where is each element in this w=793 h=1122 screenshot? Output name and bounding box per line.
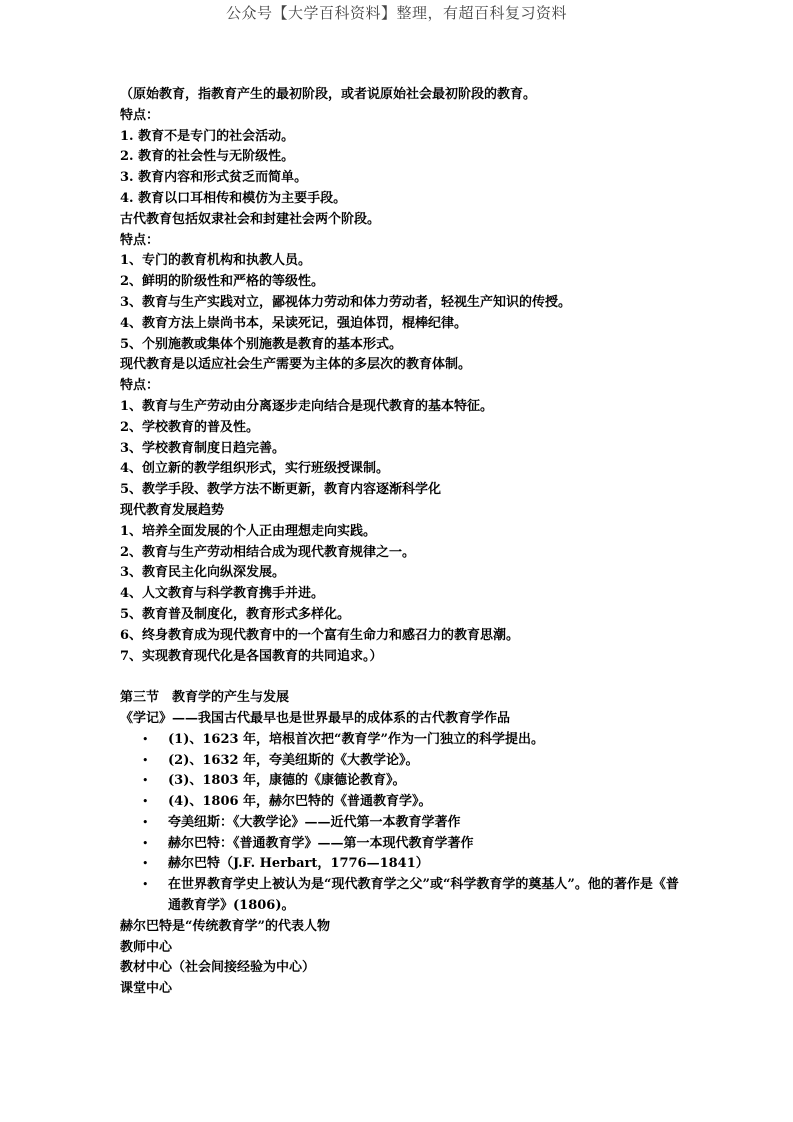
text-line: 1、培养全面发展的个人正由理想走向实践。 (120, 523, 377, 539)
list-item: • (1)、1623 年，培根首次把“教育学”作为一门独立的科学提出。 (120, 730, 690, 751)
text-line: 5、教育普及制度化，教育形式多样化。 (120, 606, 351, 622)
text-line: 2. 教育的社会性与无阶级性。 (120, 149, 295, 165)
list-item: • 赫尔巴特（J.F. Herbart，1776—1841） (120, 854, 690, 875)
text-line: 1. 教育不是专门的社会活动。 (120, 128, 295, 144)
text-line: 特点： (120, 107, 160, 123)
text-line: 2、鲜明的阶级性和严格的等级性。 (120, 274, 325, 290)
text-line: 3、教育民主化向纵深发展。 (120, 565, 286, 581)
xueji-line: 《学记》——我国古代最早也是世界最早的成体系的古代教育学作品 (120, 710, 511, 726)
text-line: 3. 教育内容和形式贫乏而简单。 (120, 170, 308, 186)
list-item: • (3)、1803 年，康德的《康德论教育》。 (120, 771, 690, 792)
text-line: 5、个别施教或集体个别施教是教育的基本形式。 (120, 336, 403, 352)
section-title: 第三节 教育学的产生与发展 (120, 690, 290, 706)
text-line: 特点： (120, 378, 160, 394)
text-line: 3、教育与生产实践对立，鄙视体力劳动和体力劳动者，轻视生产知识的传授。 (120, 294, 572, 310)
text-line: 特点： (120, 232, 160, 248)
text-line: 课堂中心 (120, 981, 173, 997)
list-item: • 赫尔巴特：《普通教育学》——第一本现代教育学著作 (120, 834, 690, 855)
text-line: 6、终身教育成为现代教育中的一个富有生命力和感召力的教育思潮。 (120, 627, 520, 643)
herbart-block (120, 917, 690, 1000)
text-line: 4、教育方法上崇尚书本，呆读死记，强迫体罚，棍棒纪律。 (120, 315, 468, 331)
list-item: • 在世界教育学史上被认为是“现代教育学之父”或“科学教育学的奠基人”。他的著作是《普通教育学》(1806)。 (120, 875, 690, 917)
text-line: 5、教学手段、教学方法不断更新，教育内容逐渐科学化 (120, 482, 442, 498)
text-line: 4. 教育以口耳相传和模仿为主要手段。 (120, 190, 347, 206)
blank-line (120, 667, 690, 688)
text-line: 教师中心 (120, 939, 173, 955)
text-line: 古代教育包括奴隶社会和封建社会两个阶段。 (120, 211, 381, 227)
document-body (120, 85, 690, 1000)
text-line: 2、学校教育的普及性。 (120, 419, 260, 435)
list-item: • 夸美纽斯：《大教学论》——近代第一本教育学著作 (120, 813, 690, 834)
bullet-list (120, 730, 690, 917)
text-line: 1、教育与生产劳动由分离逐步走向结合是现代教育的基本特征。 (120, 398, 494, 414)
text-line: 3、学校教育制度日趋完善。 (120, 440, 286, 456)
text-line: 教材中心（社会间接经验为中心） (120, 960, 316, 976)
text-line: 7、实现教育现代化是各国教育的共同追求。） (120, 648, 383, 664)
text-line: 4、创立新的教学组织形式，实行班级授课制。 (120, 461, 390, 477)
text-line: 1、专门的教育机构和执教人员。 (120, 253, 312, 269)
text-line: 4、人文教育与科学教育携手并进。 (120, 586, 325, 602)
text-line: 现代教育发展趋势 (120, 502, 225, 518)
text-line: 2、教育与生产劳动相结合成为现代教育规律之一。 (120, 544, 416, 560)
list-item: • (4)、1806 年，赫尔巴特的《普通教育学》。 (120, 792, 690, 813)
text-line: （原始教育，指教育产生的最初阶段，或者说原始社会最初阶段的教育。 (120, 87, 537, 102)
page-header: 公众号【大学百科资料】整理，有超百科复习资料 (225, 4, 567, 22)
education-types-block (120, 85, 690, 667)
list-item: • (2)、1632 年，夸美纽斯的《大教学论》。 (120, 751, 690, 772)
text-line: 赫尔巴特是“传统教育学”的代表人物 (120, 918, 330, 934)
text-line: 现代教育是以适应社会生产需要为主体的多层次的教育体制。 (120, 357, 472, 373)
